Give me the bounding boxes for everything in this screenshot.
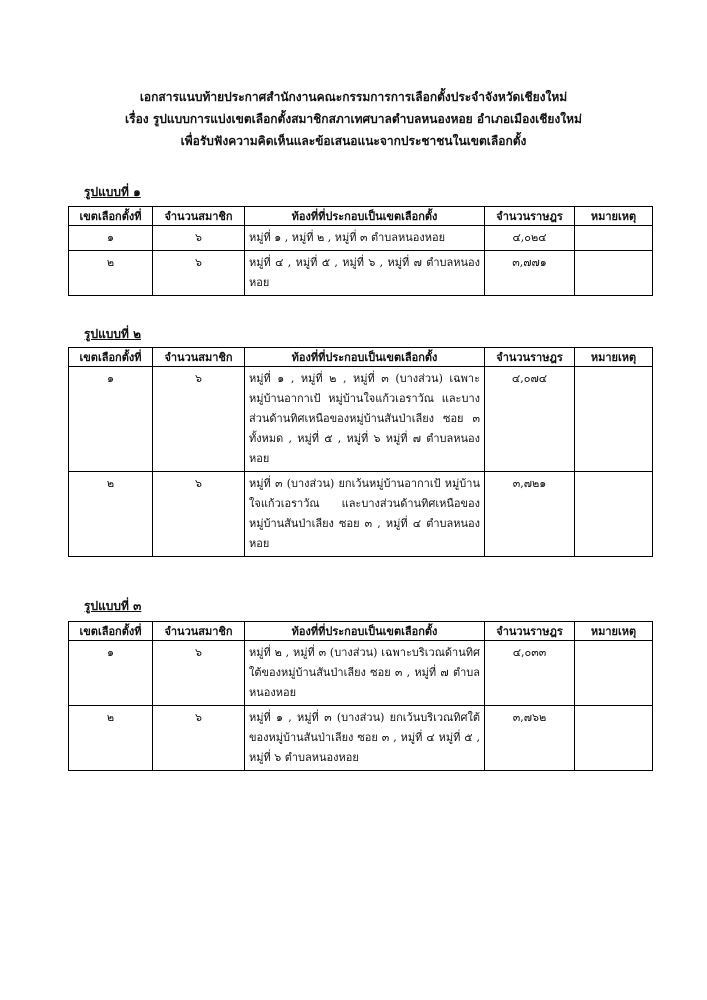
cell-zone: ๒ [69, 251, 153, 296]
cell-zone: ๑ [69, 226, 153, 251]
cell-area: หมู่ที่ ๑ , หมู่ที่ ๒ , หมู่ที่ ๓ (บางส่วน) เฉพาะหมู่บ้านอากาเป้ หมู่บ้านใจแก้วเอราวัณ และบางส่วนด้านทิศเหนือของหมู่บ้านสันป่าเลียง ซอย ๓ ทั้งหมด , หมู่ที่ ๕ , หมู่ที่ ๖ หมู่ที่ ๗ ตำบลหนองหอย [245, 367, 485, 472]
header-line-2: เรื่อง รูปแบบการแบ่งเขตเลือกตั้งสมาชิกสภาเทศบาลตำบลหนองหอย อำเภอเมืองเชียงใหม่ [125, 112, 582, 126]
cell-population: ๓,๗๖๒ [485, 706, 575, 771]
table-header-row [69, 622, 653, 641]
cell-members: ๖ [153, 251, 245, 296]
header-line-3: เพื่อรับฟังความคิดเห็นและข้อเสนอแนะจากประชาชนในเขตเลือกตั้ง [180, 134, 527, 148]
col-header-population: จำนวนราษฎร [485, 207, 575, 226]
section-title-3: รูปแบบที่ ๓ [84, 599, 142, 613]
table-header-row [69, 348, 653, 367]
col-header-area: ท้องที่ที่ประกอบเป็นเขตเลือกตั้ง [245, 622, 485, 641]
col-header-area: ท้องที่ที่ประกอบเป็นเขตเลือกตั้ง [245, 348, 485, 367]
cell-zone: ๑ [69, 641, 153, 706]
cell-population: ๔,๐๒๔ [485, 226, 575, 251]
cell-remarks [575, 472, 653, 557]
col-header-population: จำนวนราษฎร [485, 348, 575, 367]
table-row [69, 706, 653, 771]
cell-population: ๔,๐๓๓ [485, 641, 575, 706]
table-row [69, 472, 653, 557]
cell-zone: ๒ [69, 472, 153, 557]
table-row [69, 226, 653, 251]
cell-area: หมู่ที่ ๓ (บางส่วน) ยกเว้นหมู่บ้านอากาเป้ หมู่บ้านใจแก้วเอราวัณ และบางส่วนด้านทิศเหนือของหมู่บ้านสันป่าเลียง ซอย ๓ , หมู่ที่ ๔ ตำบลหนองหอย [245, 472, 485, 557]
table-row [69, 367, 653, 472]
col-header-zone: เขตเลือกตั้งที่ [69, 622, 153, 641]
table-header-row [69, 207, 653, 226]
col-header-population: จำนวนราษฎร [485, 622, 575, 641]
cell-zone: ๒ [69, 706, 153, 771]
col-header-zone: เขตเลือกตั้งที่ [69, 348, 153, 367]
cell-remarks [575, 367, 653, 472]
document-header [0, 86, 707, 152]
section-title-1: รูปแบบที่ ๑ [84, 185, 141, 199]
zone-table-2 [68, 347, 653, 557]
zone-table-3 [68, 621, 653, 771]
table-row [69, 641, 653, 706]
col-header-members: จำนวนสมาชิก [153, 622, 245, 641]
cell-remarks [575, 251, 653, 296]
cell-area: หมู่ที่ ๒ , หมู่ที่ ๓ (บางส่วน) เฉพาะบริเวณด้านทิศใต้ของหมู่บ้านสันป่าเลียง ซอย ๓ , หมู่ที่ ๗ ตำบลหนองหอย [245, 641, 485, 706]
header-line-1: เอกสารแนบท้ายประกาศสำนักงานคณะกรรมการการเลือกตั้งประจำจังหวัดเชียงใหม่ [139, 90, 568, 104]
col-header-remarks: หมายเหตุ [575, 622, 653, 641]
col-header-members: จำนวนสมาชิก [153, 207, 245, 226]
col-header-members: จำนวนสมาชิก [153, 348, 245, 367]
col-header-remarks: หมายเหตุ [575, 207, 653, 226]
cell-remarks [575, 706, 653, 771]
zone-table-1 [68, 206, 653, 296]
cell-population: ๔,๐๗๔ [485, 367, 575, 472]
cell-population: ๓,๗๗๑ [485, 251, 575, 296]
cell-remarks [575, 226, 653, 251]
cell-remarks [575, 641, 653, 706]
col-header-remarks: หมายเหตุ [575, 348, 653, 367]
cell-members: ๖ [153, 226, 245, 251]
cell-population: ๓,๗๒๑ [485, 472, 575, 557]
table-row [69, 251, 653, 296]
col-header-zone: เขตเลือกตั้งที่ [69, 207, 153, 226]
cell-members: ๖ [153, 706, 245, 771]
cell-area: หมู่ที่ ๑ , หมู่ที่ ๒ , หมู่ที่ ๓ ตำบลหนองหอย [245, 226, 485, 251]
cell-area: หมู่ที่ ๑ , หมู่ที่ ๓ (บางส่วน) ยกเว้นบริเวณทิศใต้ของหมู่บ้านสันป่าเลียง ซอย ๓ , หมู่ที่ ๔ หมู่ที่ ๕ , หมู่ที่ ๖ ตำบลหนองหอย [245, 706, 485, 771]
col-header-area: ท้องที่ที่ประกอบเป็นเขตเลือกตั้ง [245, 207, 485, 226]
section-title-2: รูปแบบที่ ๒ [84, 327, 142, 341]
cell-members: ๖ [153, 641, 245, 706]
cell-members: ๖ [153, 472, 245, 557]
cell-area: หมู่ที่ ๔ , หมู่ที่ ๕ , หมู่ที่ ๖ , หมู่ที่ ๗ ตำบลหนองหอย [245, 251, 485, 296]
cell-zone: ๑ [69, 367, 153, 472]
cell-members: ๖ [153, 367, 245, 472]
